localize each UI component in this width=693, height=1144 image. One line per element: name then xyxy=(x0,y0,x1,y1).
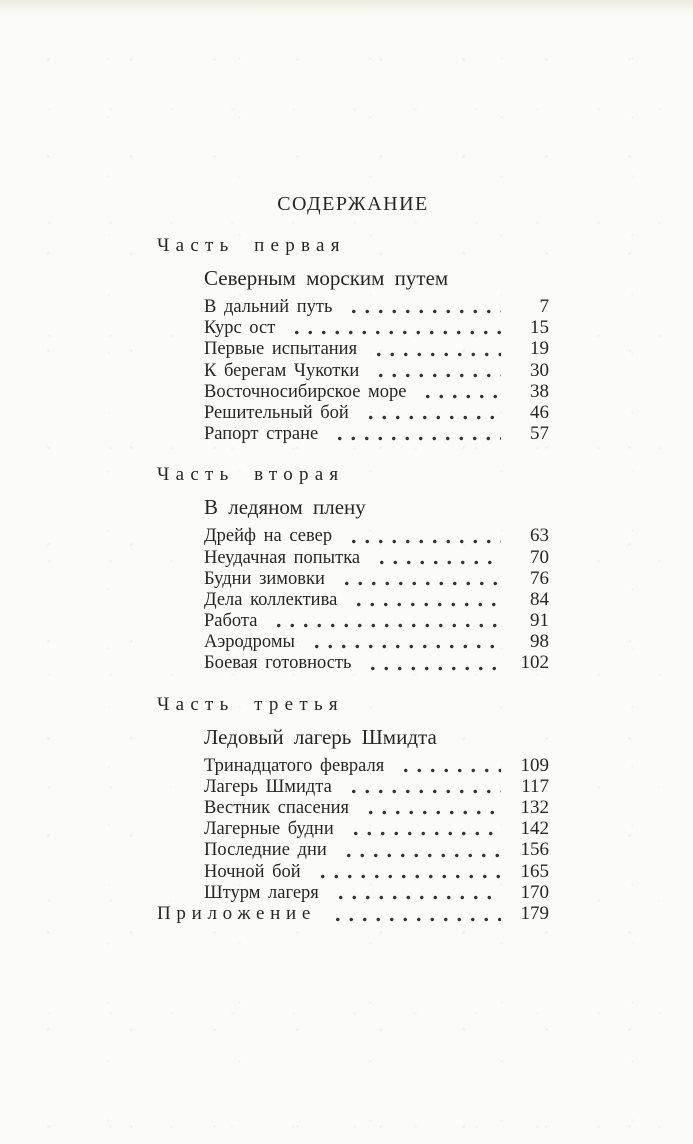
entry-page-number: 57 xyxy=(530,423,549,445)
entry-title: Лагерь Шмидта xyxy=(204,776,332,797)
entry-title: Решительный бой xyxy=(204,402,349,423)
dot-leader xyxy=(343,301,501,317)
entry-page-number: 76 xyxy=(530,567,549,589)
entry-page-number: 109 xyxy=(520,754,549,776)
entry-title: Штурм лагеря xyxy=(204,882,319,903)
entry-title: Последние дни xyxy=(204,840,327,861)
toc-entry xyxy=(204,797,549,818)
dot-leader xyxy=(343,531,501,547)
entry-title: Работа xyxy=(204,611,258,632)
entry-page-number: 98 xyxy=(530,631,549,653)
dot-leader xyxy=(329,428,501,444)
part-heading: Часть первая xyxy=(157,235,346,256)
dot-leader xyxy=(360,407,501,423)
part-subtitle: Северным морским путем xyxy=(204,266,449,290)
dot-leader xyxy=(336,573,501,589)
dot-leader xyxy=(417,386,501,402)
part-subtitle: Ледовый лагерь Шмидта xyxy=(204,724,437,749)
toc-entry xyxy=(204,861,549,882)
entry-page-number: 46 xyxy=(530,401,549,423)
dot-leader xyxy=(362,658,501,674)
entry-title: Дрейф на север xyxy=(204,526,333,547)
part-subtitle: В ледяном плену xyxy=(204,495,366,520)
entry-page-number: 170 xyxy=(520,881,549,903)
entry-page-number: 156 xyxy=(520,839,549,861)
dot-leader xyxy=(371,552,501,568)
toc-entry-list xyxy=(204,525,549,673)
toc-part xyxy=(157,464,549,673)
toc-entry xyxy=(204,839,549,860)
dot-leader xyxy=(348,594,501,610)
entry-page-number: 15 xyxy=(530,317,549,339)
entry-page-number: 38 xyxy=(530,380,549,402)
entry-title: Ночной бой xyxy=(204,861,301,882)
toc-entry-list xyxy=(204,296,549,444)
dot-leader xyxy=(343,781,501,797)
entry-page-number: 70 xyxy=(530,546,549,568)
dot-leader xyxy=(395,760,501,776)
entry-page-number: 132 xyxy=(520,797,549,818)
entry-page-number: 63 xyxy=(530,525,549,547)
toc-entry-appendix xyxy=(157,903,549,925)
toc-entry xyxy=(204,631,549,652)
entry-page-number: 102 xyxy=(520,652,549,674)
toc-entry xyxy=(204,818,549,839)
entry-title: Лагерные будни xyxy=(204,819,334,840)
toc-entry xyxy=(204,652,549,673)
dot-leader xyxy=(286,322,501,338)
entry-page-number: 142 xyxy=(520,818,549,840)
entry-title: Неудачная попытка xyxy=(204,547,361,568)
toc-entry xyxy=(204,381,549,402)
dot-leader xyxy=(368,344,501,360)
toc-entry xyxy=(204,423,549,444)
dot-leader xyxy=(360,802,501,818)
entry-title: Восточносибирское море xyxy=(204,381,407,402)
entry-title: Дела коллектива xyxy=(204,589,338,610)
entry-page-number: 91 xyxy=(530,610,549,632)
dot-leader xyxy=(327,909,501,925)
toc-entry xyxy=(204,317,549,338)
entry-title: В дальний путь xyxy=(204,297,333,317)
entry-title: Курс ост xyxy=(204,318,276,339)
entry-page-number: 84 xyxy=(530,588,549,610)
toc-entry xyxy=(204,755,549,776)
entry-title: Аэродромы xyxy=(204,632,295,653)
entry-page-number: 165 xyxy=(520,860,549,882)
entry-title: Тринадцатого февраля xyxy=(204,755,385,776)
entry-title: Вестник спасения xyxy=(204,798,350,818)
part-heading: Часть третья xyxy=(157,693,344,715)
toc-parts xyxy=(157,235,549,903)
toc-entry xyxy=(204,882,549,903)
toc-entry xyxy=(204,589,549,610)
toc-entry-list xyxy=(204,755,549,903)
entry-title: Первые испытания xyxy=(204,339,358,360)
toc-entry xyxy=(204,296,549,317)
dot-leader xyxy=(312,866,501,882)
entry-title: К берегам Чукотки xyxy=(204,360,360,381)
page-title: СОДЕРЖАНИЕ xyxy=(277,193,429,215)
toc-entry xyxy=(204,610,549,631)
toc-entry xyxy=(204,776,549,797)
entry-page-number: 117 xyxy=(521,775,549,797)
entry-title: Рапорт стране xyxy=(204,424,319,445)
table-of-contents xyxy=(157,193,549,925)
entry-title: Боевая готовность xyxy=(204,653,352,674)
entry-page-number: 30 xyxy=(530,359,549,381)
dot-leader xyxy=(338,845,501,861)
part-heading: Часть вторая xyxy=(157,464,345,486)
toc-entry xyxy=(204,525,549,546)
entry-page-number: 19 xyxy=(530,338,549,360)
toc-entry xyxy=(204,338,549,359)
toc-entry xyxy=(204,568,549,589)
dot-leader xyxy=(330,887,501,903)
toc-part xyxy=(157,694,549,903)
dot-leader xyxy=(306,636,501,652)
toc-entry xyxy=(204,402,549,423)
toc-entry xyxy=(204,547,549,568)
entry-title: Приложение xyxy=(157,902,316,924)
dot-leader xyxy=(370,365,501,381)
entry-title: Будни зимовки xyxy=(204,568,325,589)
entry-page-number: 179 xyxy=(520,902,549,924)
dot-leader xyxy=(345,823,501,839)
toc-entry xyxy=(204,360,549,381)
dot-leader xyxy=(268,615,501,631)
entry-page-number: 7 xyxy=(539,296,549,317)
toc-part xyxy=(157,235,549,444)
